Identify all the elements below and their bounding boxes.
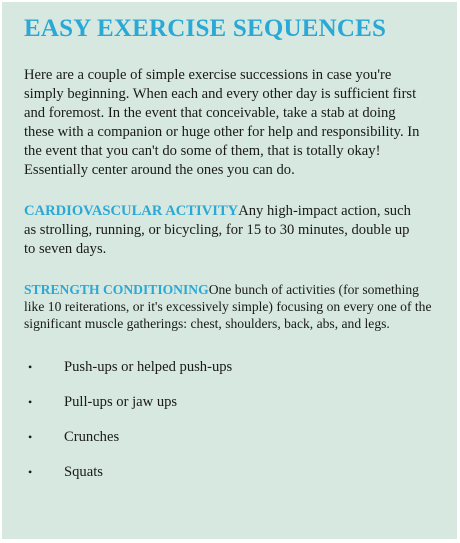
strength-section xyxy=(24,281,434,332)
strength-heading: STRENGTH CONDITIONING xyxy=(24,282,209,297)
bullet-icon: • xyxy=(28,465,33,479)
list-item xyxy=(24,428,443,447)
bullet-icon: • xyxy=(28,430,33,444)
page-title: EASY EXERCISE SEQUENCES xyxy=(24,15,387,42)
cardio-heading: CARDIOVASCULAR ACTIVITY xyxy=(24,203,239,219)
exercise-label: Squats xyxy=(64,464,103,480)
exercise-label: Pull-ups or jaw ups xyxy=(64,394,178,410)
bullet-icon: • xyxy=(28,360,33,374)
document-panel xyxy=(2,2,457,539)
cardio-section xyxy=(24,202,424,259)
list-item xyxy=(24,358,443,377)
intro-paragraph: Here are a couple of simple exercise successions in case you're simply beginning. When each and every other day is sufficient first and foremost. In the event that conceivable, take a stab at doing these with a companion or huge other for help and responsibility. In the event that you can't do some of them, that is totally okay! Essentially center around the ones you can do. xyxy=(24,67,420,178)
list-item xyxy=(24,463,443,482)
cardio-text: Any high-impact action, such as strolling, running, or bicycling, for 15 to 30 minutes, double up to seven days. xyxy=(24,203,411,257)
strength-text: One bunch of activities (for something like 10 reiterations, or it's excessively simple) focusing on every one of the significant muscle gatherings: chest, shoulders, back, abs, and legs. xyxy=(24,282,432,331)
exercise-list xyxy=(24,358,443,482)
bullet-icon: • xyxy=(28,395,33,409)
exercise-label: Crunches xyxy=(64,429,120,445)
exercise-label: Push-ups or helped push-ups xyxy=(64,359,233,375)
list-item xyxy=(24,393,443,412)
